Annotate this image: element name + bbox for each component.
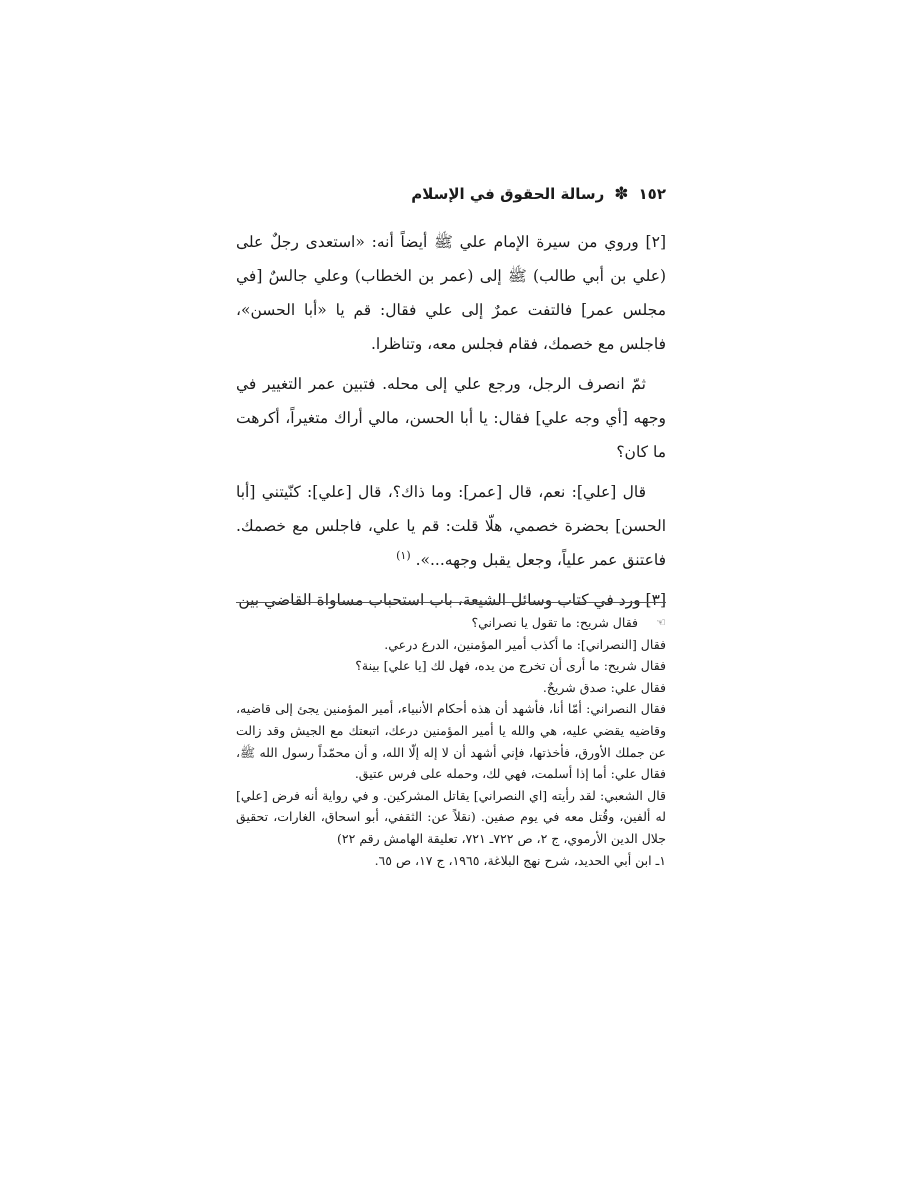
footnote-citation: ١ـ ابن أبي الحديد، شرح نهج البلاغة، ١٩٦٥، ج ١٧، ص ٦٥. bbox=[374, 852, 666, 868]
paragraph bbox=[236, 475, 666, 577]
paragraph: [٣] ورد في كتاب وسائل الشيعة، باب استحباب مساواة القاضي بين bbox=[238, 591, 666, 609]
flower-ornament-icon: ✽ bbox=[614, 183, 629, 204]
running-header bbox=[236, 180, 666, 208]
main-text bbox=[236, 225, 666, 623]
footnote-line: فقال شريح: ما أرى أن تخرج من يده، فهل لك [يا علي] بينة؟ bbox=[355, 658, 666, 674]
footnotes bbox=[236, 612, 666, 871]
footnote-line: فقال [النصراني]: ما أكذب أمير المؤمنين، الدرع درعي. bbox=[384, 636, 666, 652]
hand-pointer-icon: ☜ bbox=[656, 616, 666, 629]
footnote-line: فقال علي: صدق شريحٌ. bbox=[542, 679, 666, 695]
footnote-reference: (١) bbox=[396, 548, 411, 562]
book-title: رسالة الحقوق في الإسلام bbox=[411, 185, 605, 203]
footnote-separator bbox=[236, 602, 666, 603]
footnote-line: قال الشعبي: لقد رأيته [اي النصراني] يقاتل المشركين. و في رواية أنه فرض [علي] له ألفين، وقُتل معه في يوم صفين. (نقلاً عن: الثقفي، أبو اسحاق، الغارات، تحقيق جلال الدين الأرموي، ج ٢، ص ٧٢٢ـ ٧٢١، تعليقة الهامش رقم ٢٢) bbox=[236, 787, 666, 846]
paragraph: ثمّ انصرف الرجل، ورجع علي إلى محله. فتبين عمر التغيير في وجهه [أي وجه علي] فقال: يا أبا الحسن، مالي أراك متغيراً، أكرهت ما كان؟ bbox=[236, 375, 666, 461]
page-number: ١٥٢ bbox=[638, 185, 666, 203]
footnote-text: فقال شريح: ما تقول يا نصراني؟ bbox=[471, 615, 638, 630]
footnote-line: فقال النصراني: أمّا أنا، فأشهد أن هذه أحكام الأنبياء، أمير المؤمنين يجئ إلى قاضيه، وقاضيه يقضي عليه، هي والله يا أمير المؤمنين درعك، اتبعتك مع الجيش وقد زالت عن جملك الأورق، فأخذتها، فإني أشهد أن لا إله إلّا الله، و أن محمّداً رسول الله ﷺ، فقال علي: أما إذا أسلمت، فهي لك، وحمله على فرس عتيق. bbox=[236, 701, 666, 782]
paragraph-text: قال [علي]: نعم، قال [عمر]: وما ذاك؟، قال [علي]: كنّيتني [أبا الحسن] بحضرة خصمي، هلّا قلت: قم يا علي، فاجلس مع خصمك. فاعتنق عمر علياً، وجعل يقبل وجهه...». bbox=[236, 483, 666, 569]
paragraph: [٢] وروي من سيرة الإمام علي ﷺ أيضاً أنه: «استعدى رجلٌ على (علي بن أبي طالب) ﷺ إلى (عمر بن الخطاب) وعلي جالسٌ [في مجلس عمر] فالتفت عمرٌ إلى علي فقال: قم يا «أبا الحسن»، فاجلس مع خصمك، فقام فجلس معه، وتناظرا. bbox=[236, 233, 666, 353]
footnote-line bbox=[236, 612, 666, 634]
